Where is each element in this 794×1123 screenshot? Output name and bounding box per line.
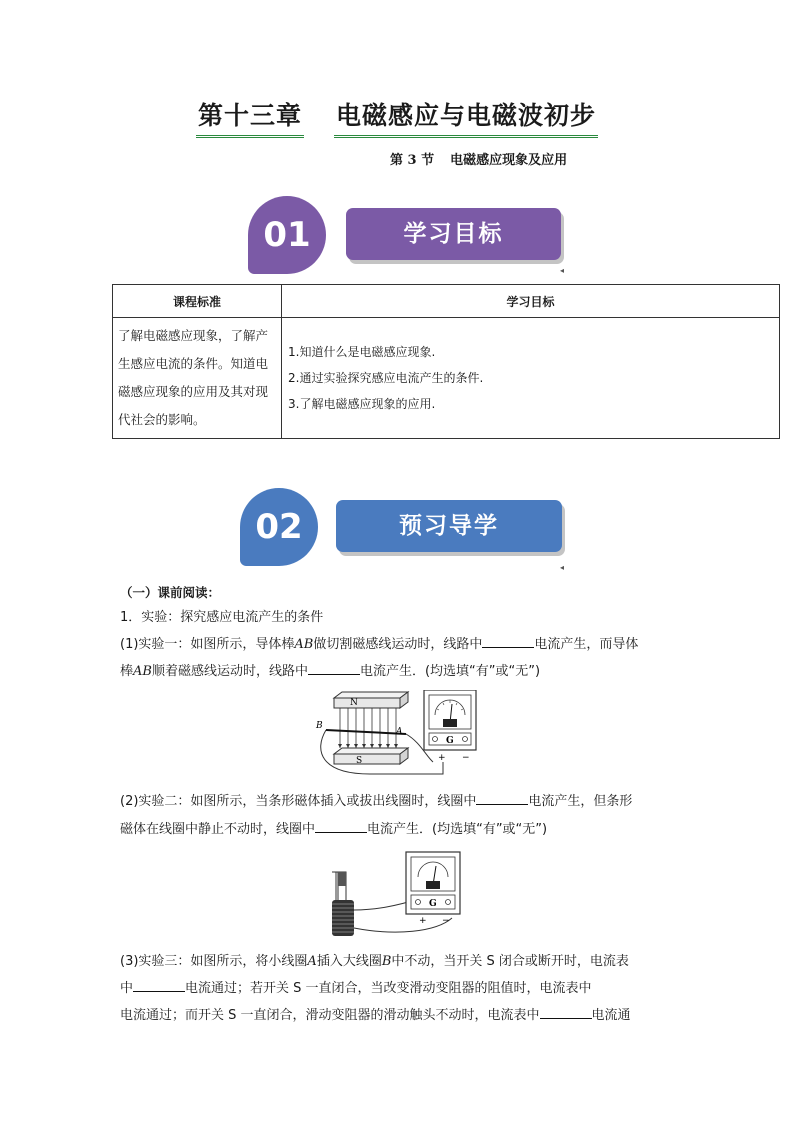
var-ab: AB <box>133 664 152 679</box>
text: 做切割磁感线运动时，线路中 <box>313 637 483 652</box>
fill-blank[interactable] <box>540 1006 592 1019</box>
header-learning-goals: 学习目标 <box>282 285 780 318</box>
label-s: S <box>356 756 363 766</box>
var-ab: AB <box>294 637 314 652</box>
chapter-title <box>0 96 794 138</box>
exp3-line-2 <box>120 979 592 999</box>
text: (1)实验一：如图所示，导体棒 <box>120 637 295 652</box>
text: (2)实验二：如图所示，当条形磁体插入或拔出线圈时，线圈中 <box>120 794 477 809</box>
table-row <box>113 318 780 439</box>
table-header-row <box>113 285 780 318</box>
objective-item: 1.知道什么是电磁感应现象. <box>288 345 436 359</box>
objective-item: 2.通过实验探究感应电流产生的条件. <box>288 371 484 385</box>
text: 电流产生．(均选填“有”或“无”) <box>359 664 541 679</box>
goals-table <box>112 284 780 439</box>
text: (3)实验三：如图所示，将小线圈 <box>120 954 308 969</box>
badge-number: 01 <box>263 215 311 255</box>
badge-banner-label: 预习导学 <box>336 500 562 552</box>
label-a: A <box>396 727 403 737</box>
var-b: B <box>381 954 392 969</box>
text: 顺着磁感线运动时，线路中 <box>151 664 308 679</box>
fill-blank[interactable] <box>308 662 360 675</box>
exp3-line-3 <box>120 1006 631 1026</box>
reading-heading: （一）课前阅读： <box>120 585 221 600</box>
fill-blank[interactable] <box>482 635 534 648</box>
section-number: 第 3 节 <box>390 153 435 168</box>
exp1-line-2 <box>120 662 540 682</box>
text: 中不动，当开关 S 闭合或断开时，电流表 <box>391 954 629 969</box>
text: 电流产生．(均选填“有”或“无”) <box>367 822 548 837</box>
exp2-line-1 <box>120 792 632 812</box>
paragraph-mark: ◂ <box>560 266 565 275</box>
label-minus: − <box>462 753 470 763</box>
text: 电流通 <box>591 1008 631 1023</box>
item-1: 1．实验：探究感应电流产生的条件 <box>120 610 324 625</box>
text: 电流通过；若开关 S 一直闭合，当改变滑动变阻器的阻值时，电流表中 <box>185 981 592 996</box>
label-plus: + <box>438 753 446 763</box>
text: 电流通过；而开关 S 一直闭合，滑动变阻器的滑动触头不动时，电流表中 <box>120 1008 540 1023</box>
exp3-line-1 <box>120 952 629 972</box>
text: 电流产生，但条形 <box>528 794 633 809</box>
chapter-name: 电磁感应与电磁波初步 <box>334 96 598 138</box>
label-n: N <box>350 698 358 708</box>
badge-banner-label: 学习目标 <box>346 208 561 260</box>
badge-number: 02 <box>255 507 303 547</box>
text: 电流产生，而导体 <box>534 637 639 652</box>
exp1-line-1 <box>120 635 638 655</box>
header-course-standard: 课程标准 <box>113 285 282 318</box>
figure-experiment-2 <box>326 850 466 940</box>
label-plus: + <box>419 916 427 926</box>
objective-item: 3.了解电磁感应现象的应用. <box>288 397 436 411</box>
fill-blank[interactable] <box>133 979 185 992</box>
exp2-line-2 <box>120 820 547 840</box>
chapter-number: 第十三章 <box>196 96 304 138</box>
section-subtitle <box>390 149 567 168</box>
course-standard-cell: 了解电磁感应现象，了解产生感应电流的条件。知道电磁感应现象的应用及其对现代社会的影响。 <box>113 318 282 439</box>
paragraph-mark: ◂ <box>560 563 565 572</box>
label-g: G <box>446 736 454 746</box>
label-g: G <box>429 899 437 909</box>
label-b: B <box>316 721 323 731</box>
text: 棒 <box>120 664 134 679</box>
fill-blank[interactable] <box>315 820 367 833</box>
section-name: 电磁感应现象及应用 <box>450 153 568 168</box>
figure-experiment-1 <box>310 690 485 780</box>
var-a: A <box>307 954 317 969</box>
label-minus: − <box>442 916 450 926</box>
text: 磁体在线圈中静止不动时，线圈中 <box>120 822 316 837</box>
objectives-cell <box>282 318 780 439</box>
fill-blank[interactable] <box>476 792 528 805</box>
text: 中 <box>120 981 134 996</box>
text: 插入大线圈 <box>316 954 382 969</box>
